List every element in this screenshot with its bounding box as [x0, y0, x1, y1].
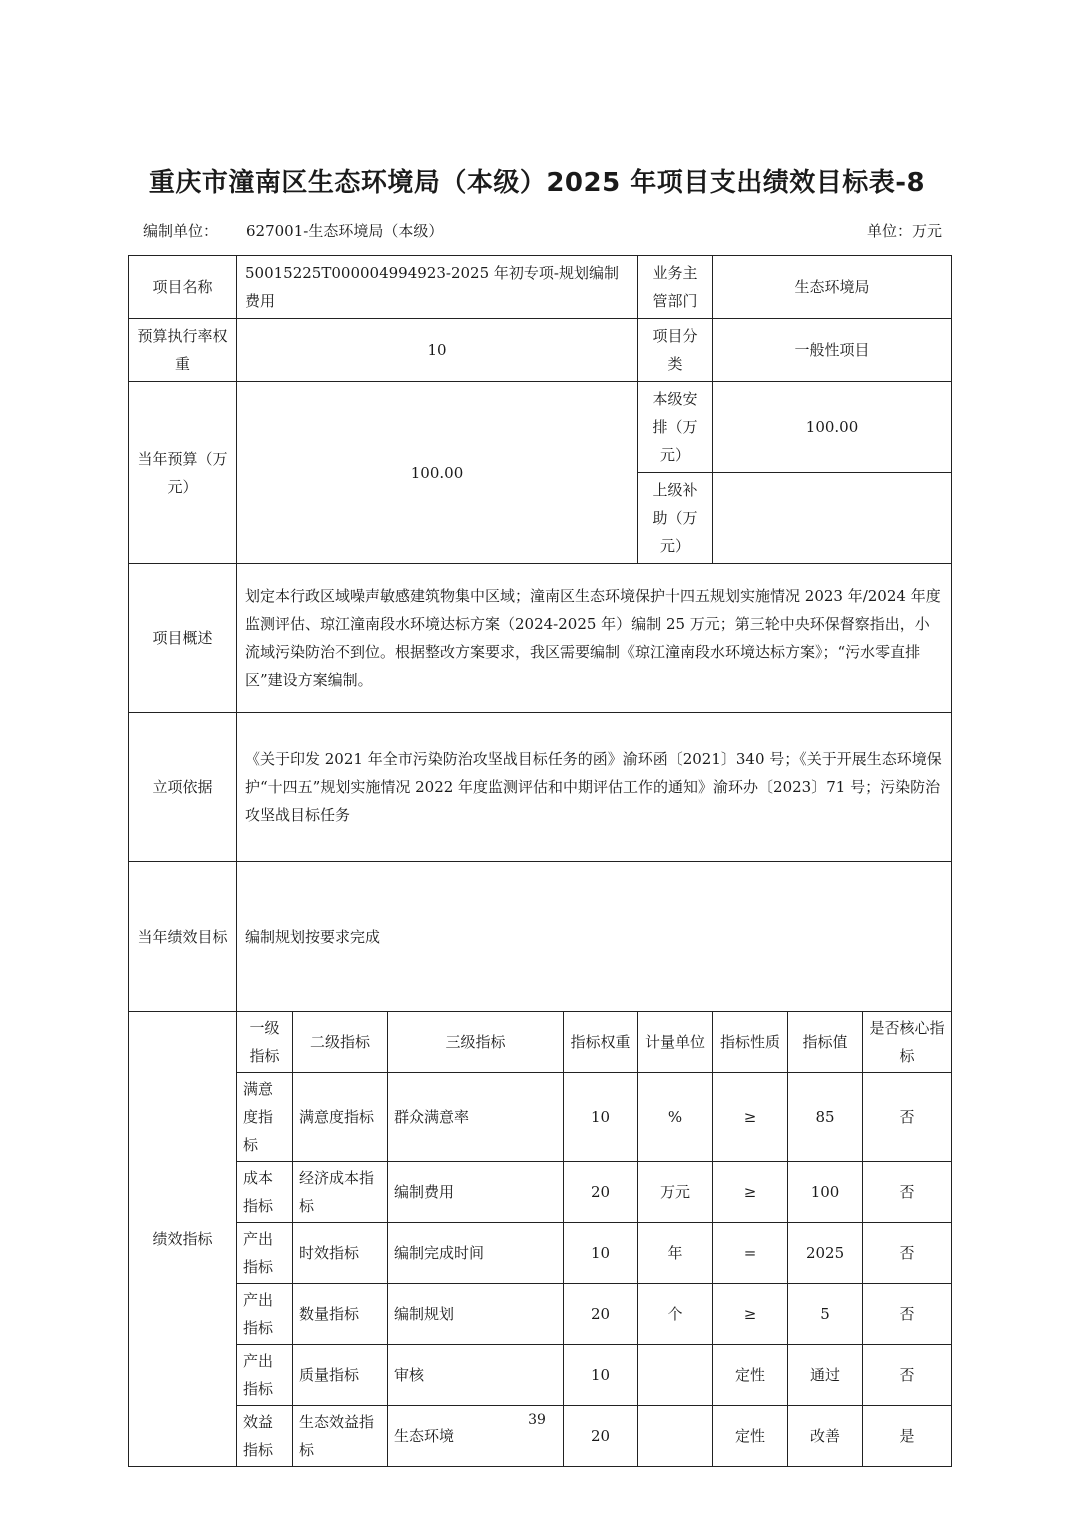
budget-value: 100.00: [237, 382, 638, 564]
goal-value: 编制规划按要求完成: [237, 862, 952, 1012]
perf-cell: 20: [564, 1162, 638, 1223]
perf-cell: 20: [564, 1406, 638, 1467]
perf-cell: 2025: [788, 1223, 863, 1284]
perf-cell: ≥: [713, 1162, 788, 1223]
perf-cell: 数量指标: [293, 1284, 388, 1345]
overview-value: 划定本行政区域噪声敏感建筑物集中区域；潼南区生态环境保护十四五规划实施情况 2023 年/2024 年度监测评估、琼江潼南段水环境达标方案（2024-2025 年）编制 25 万元；第三轮中央环保督察指出，小流域污染防治不到位。根据整改方案要求，我区需要编制《琼江潼南段水环境达标方案》；“污水零直排区”建设方案编制。: [237, 564, 952, 713]
perf-cell: 5: [788, 1284, 863, 1345]
perf-cell: 100: [788, 1162, 863, 1223]
perf-cell: %: [638, 1073, 713, 1162]
perf-label: 绩效指标: [129, 1012, 237, 1467]
perf-cell: 年: [638, 1223, 713, 1284]
page-title: 重庆市潼南区生态环境局（本级）2025 年项目支出绩效目标表-8: [148, 168, 926, 198]
overview-label: 项目概述: [129, 564, 237, 713]
basis-value: 《关于印发 2021 年全市污染防治攻坚战目标任务的函》渝环函〔2021〕340 号；《关于开展生态环境保护“十四五”规划实施情况 2022 年度监测评估和中期评估工作的通知》渝环办〔2023〕71 号；污染防治攻坚战目标任务: [237, 713, 952, 862]
performance-target-table: [128, 255, 952, 1467]
perf-cell: 审核: [388, 1345, 564, 1406]
compiling-unit-value: 627001-生态环境局（本级）: [246, 222, 444, 240]
perf-cell: 20: [564, 1284, 638, 1345]
perf-cell: 产出指标: [237, 1223, 293, 1284]
perf-cell: 否: [863, 1345, 952, 1406]
page-number: 39: [528, 1412, 546, 1428]
perf-cell: 10: [564, 1223, 638, 1284]
table-row: [129, 1073, 952, 1162]
perf-cell: 效益指标: [237, 1406, 293, 1467]
perf-cell: 是: [863, 1406, 952, 1467]
perf-cell: 否: [863, 1284, 952, 1345]
perf-header: 三级指标: [388, 1012, 564, 1073]
perf-header: 指标性质: [713, 1012, 788, 1073]
local-funding-label: 本级安排（万元）: [638, 382, 713, 473]
category-label: 项目分类: [638, 319, 713, 382]
upper-subsidy-label: 上级补助（万元）: [638, 473, 713, 564]
perf-cell: 改善: [788, 1406, 863, 1467]
perf-cell: 10: [564, 1073, 638, 1162]
perf-cell: 成本指标: [237, 1162, 293, 1223]
perf-header: 计量单位: [638, 1012, 713, 1073]
perf-cell: 否: [863, 1223, 952, 1284]
perf-cell: 个: [638, 1284, 713, 1345]
compiling-unit-label: 编制单位：: [143, 222, 219, 240]
perf-cell: 通过: [788, 1345, 863, 1406]
category-value: 一般性项目: [713, 319, 952, 382]
upper-subsidy-value: [713, 473, 952, 564]
project-name-value: 50015225T000004994923-2025 年初专项-规划编制费用: [237, 256, 638, 319]
perf-cell: 产出指标: [237, 1284, 293, 1345]
table-row: [129, 1284, 952, 1345]
weight-label: 预算执行率权重: [129, 319, 237, 382]
table-row: [129, 1223, 952, 1284]
perf-header: 二级指标: [293, 1012, 388, 1073]
weight-value: 10: [237, 319, 638, 382]
local-funding-value: 100.00: [713, 382, 952, 473]
perf-cell: 否: [863, 1073, 952, 1162]
basis-label: 立项依据: [129, 713, 237, 862]
perf-cell: 10: [564, 1345, 638, 1406]
perf-cell: 经济成本指标: [293, 1162, 388, 1223]
perf-cell: 编制费用: [388, 1162, 564, 1223]
perf-cell: 编制完成时间: [388, 1223, 564, 1284]
perf-cell: 定性: [713, 1406, 788, 1467]
perf-cell: 定性: [713, 1345, 788, 1406]
perf-cell: 编制规划: [388, 1284, 564, 1345]
perf-cell: ≥: [713, 1284, 788, 1345]
table-row: [129, 1162, 952, 1223]
perf-cell: 满意度指标: [237, 1073, 293, 1162]
budget-label: 当年预算（万元）: [129, 382, 237, 564]
perf-header: 是否核心指标: [863, 1012, 952, 1073]
currency-unit: 单位：万元: [866, 222, 942, 240]
table-row: [129, 1345, 952, 1406]
perf-cell: 万元: [638, 1162, 713, 1223]
perf-cell: 85: [788, 1073, 863, 1162]
perf-cell: =: [713, 1223, 788, 1284]
perf-cell: 产出指标: [237, 1345, 293, 1406]
perf-cell: 满意度指标: [293, 1073, 388, 1162]
perf-cell: [638, 1345, 713, 1406]
perf-cell: ≥: [713, 1073, 788, 1162]
perf-cell: 否: [863, 1162, 952, 1223]
perf-header: 指标权重: [564, 1012, 638, 1073]
perf-cell: 生态环境: [388, 1406, 564, 1467]
project-name-label: 项目名称: [129, 256, 237, 319]
perf-cell: 群众满意率: [388, 1073, 564, 1162]
goal-label: 当年绩效目标: [129, 862, 237, 1012]
dept-value: 生态环境局: [713, 256, 952, 319]
perf-cell: 质量指标: [293, 1345, 388, 1406]
perf-cell: 生态效益指标: [293, 1406, 388, 1467]
perf-header: 一级指标: [237, 1012, 293, 1073]
perf-cell: 时效指标: [293, 1223, 388, 1284]
perf-header: 指标值: [788, 1012, 863, 1073]
dept-label: 业务主管部门: [638, 256, 713, 319]
